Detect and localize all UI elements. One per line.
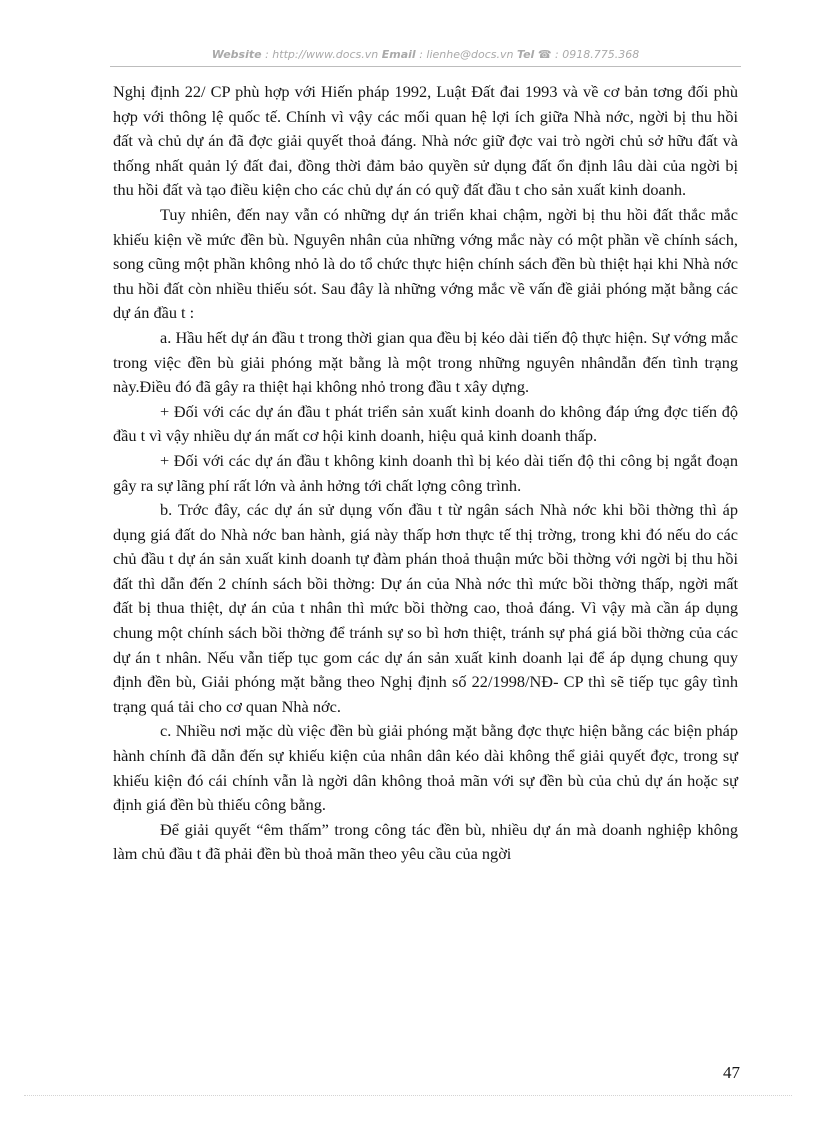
email-label: Email [381, 48, 416, 61]
tel-value: ☎ : 0918.775.368 [537, 48, 640, 61]
page-header [110, 48, 741, 61]
website-label: Website [211, 48, 262, 61]
email-value: : lienhe@docs.vn [419, 48, 514, 61]
paragraph: Nghị định 22/ CP phù hợp với Hiến pháp 1992, Luật Đất đai 1993 và về cơ bản tơng đối phù hợp với thông lệ quốc tế. Chính vì vậy các mối quan hệ lợi ích giữa Nhà nớc, ngời bị thu hồi đất và chủ dự án đã đợc giải quyết thoả đáng. Nhà nớc giữ đợc vai trò ngời chủ sở hữu đất và thống nhất quản lý đất đai, đồng thời đảm bảo quyền sử dụng đất ổn định lâu dài của ngời bị thu hồi đất và tạo điều kiện cho các chủ dự án có quỹ đất đầu t cho sản xuất kinh doanh. [113, 82, 738, 200]
document-body [113, 80, 738, 867]
paragraph: a. Hầu hết dự án đầu t trong thời gian qua đều bị kéo dài tiến độ thực hiện. Sự vớng mắc trong việc đền bù giải phóng mặt bằng là một trong những nguyên nhândẫn đến tình trạng này.Điều đó đã gây ra thiệt hại không nhỏ trong đầu t xây dựng. [113, 327, 738, 397]
paragraph: b. Trớc đây, các dự án sử dụng vốn đầu t từ ngân sách Nhà nớc khi bồi thờng thì áp dụng giá đất do Nhà nớc ban hành, giá này thấp hơn thực tế thị trờng, trong khi đó nếu do các chủ đầu t dự án sản xuất kinh doanh tự đàm phán thoả thuận mức bồi thờng với ngời bị thu hồi đất thì dẫn đến 2 chính sách bồi thờng: Dự án của Nhà nớc thì mức bồi thờng thấp, ngời mất đất bị thua thiệt, dự án của t nhân thì mức bồi thờng cao, thoả đáng. Vì vậy mà cần áp dụng chung một chính sách bồi thờng để tránh sự so bì hơn thiệt, tránh sự phá giá bồi thờng của các dự án t nhân. Nếu vẫn tiếp tục gom các dự án sản xuất kinh doanh lại để áp dụng chung quy định đền bù, Giải phóng mặt bằng theo Nghị định số 22/1998/NĐ- CP thì sẽ tiếp tục gây tình trạng quá tải cho cơ quan Nhà nớc. [113, 500, 738, 716]
tel-label: Tel [516, 48, 535, 61]
paragraph: c. Nhiều nơi mặc dù việc đền bù giải phóng mặt bằng đợc thực hiện bằng các biện pháp hành chính đã dẫn đến sự khiếu kiện của nhân dân kéo dài không thể giải quyết đợc, trong sự khiếu kiện đó cái chính vẫn là ngời dân không thoả mãn với sự đền bù của chủ dự án hoặc sự định giá đền bù thiếu công bằng. [113, 721, 738, 815]
paragraph: Để giải quyết “êm thấm” trong công tác đền bù, nhiều dự án mà doanh nghiệp không làm chủ đầu t đã phải đền bù thoả mãn theo yêu cầu của ngời [113, 819, 738, 864]
footer-divider [24, 1095, 792, 1096]
page-number: 47 [723, 1063, 740, 1082]
paragraph: + Đối với các dự án đầu t phát triển sản xuất kinh doanh do không đáp ứng đợc tiến độ đầu t vì vậy nhiều dự án mất cơ hội kinh doanh, hiệu quả kinh doanh thấp. [113, 401, 738, 446]
website-value: : http://www.docs.vn [265, 48, 379, 61]
paragraph: + Đối với các dự án đầu t không kinh doanh thì bị kéo dài tiến độ thi công bị ngắt đoạn gây ra sự lãng phí rất lớn và ảnh hởng tới chất lợng công trình. [113, 450, 738, 495]
paragraph: Tuy nhiên, đến nay vẫn có những dự án triển khai chậm, ngời bị thu hồi đất thắc mắc khiếu kiện về mức đền bù. Nguyên nhân của những vớng mắc này có một phần về chính sách, song cũng một phần không nhỏ là do tổ chức thực hiện chính sách đền bù thiệt hại khi Nhà nớc thu hồi đất còn nhiều thiếu sót. Sau đây là những vớng mắc về vấn đề giải phóng mặt bằng các dự án đầu t : [113, 204, 738, 323]
header-divider [110, 66, 741, 67]
